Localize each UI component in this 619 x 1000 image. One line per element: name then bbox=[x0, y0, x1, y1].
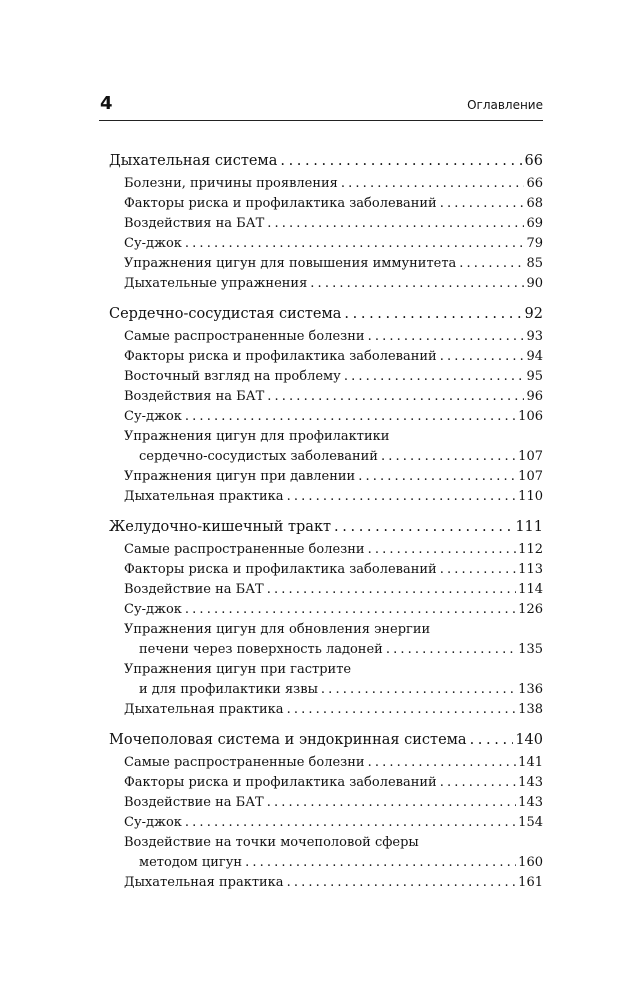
toc-entry-continuation bbox=[124, 680, 543, 700]
toc-leader-dots bbox=[459, 254, 524, 274]
toc-entry-text: Самые распространенные болезни bbox=[124, 755, 365, 770]
toc-page-number: 161 bbox=[518, 875, 543, 890]
toc-entry[interactable] bbox=[109, 214, 543, 234]
toc-entry[interactable] bbox=[109, 873, 543, 893]
toc-leader-dots bbox=[344, 367, 525, 387]
toc-leader-dots bbox=[287, 700, 517, 720]
toc-leader-dots bbox=[310, 274, 524, 294]
toc-entry[interactable] bbox=[109, 660, 543, 700]
toc-entry-text: Факторы риска и профилактика заболеваний bbox=[124, 562, 437, 577]
toc-leader-dots bbox=[381, 447, 516, 467]
toc-page-number: 136 bbox=[518, 682, 543, 697]
toc-entry[interactable] bbox=[109, 327, 543, 347]
toc-entry[interactable] bbox=[109, 793, 543, 813]
toc-leader-dots bbox=[368, 327, 525, 347]
toc-section bbox=[109, 727, 543, 893]
toc-entry-text: Самые распространенные болезни bbox=[124, 542, 365, 557]
toc-title-text: Желудочно-кишечный тракт bbox=[109, 519, 332, 535]
toc-entry-text: сердечно-сосудистых заболеваний bbox=[139, 449, 378, 464]
toc-leader-dots bbox=[185, 600, 516, 620]
toc-entry-continuation bbox=[124, 853, 543, 873]
toc-page-number: 94 bbox=[526, 349, 543, 364]
toc-page-number: 143 bbox=[518, 795, 543, 810]
toc-entry[interactable] bbox=[109, 234, 543, 254]
toc-entry-text: Упражнения цигун для повышения иммунитета bbox=[124, 256, 457, 271]
toc-entry[interactable] bbox=[109, 467, 543, 487]
toc-leader-dots bbox=[368, 540, 517, 560]
toc-entry-text: Су-джок bbox=[124, 236, 182, 251]
toc-entry-text: Су-джок bbox=[124, 602, 182, 617]
toc-entry[interactable] bbox=[109, 773, 543, 793]
toc-leader-dots bbox=[287, 487, 517, 507]
toc-section bbox=[109, 148, 543, 294]
toc-page-number: 95 bbox=[526, 369, 543, 384]
toc-leader-dots bbox=[368, 753, 517, 773]
toc-leader-dots bbox=[267, 793, 516, 813]
toc-leader-dots bbox=[344, 301, 522, 327]
toc-page-number: 66 bbox=[526, 176, 543, 191]
toc-entry[interactable] bbox=[109, 194, 543, 214]
toc-entry-text: Факторы риска и профилактика заболеваний bbox=[124, 196, 437, 211]
toc-entry[interactable] bbox=[109, 700, 543, 720]
toc-page-number: 154 bbox=[518, 815, 543, 830]
toc-leader-dots bbox=[245, 853, 516, 873]
toc-entry-text: Воздействие на точки мочеполовой сферы bbox=[124, 835, 419, 850]
toc-page-number: 138 bbox=[518, 702, 543, 717]
toc-page-number: 92 bbox=[524, 306, 543, 322]
toc-leader-dots bbox=[440, 560, 516, 580]
toc-entry-text: Восточный взгляд на проблему bbox=[124, 369, 341, 384]
toc-page-number: 96 bbox=[526, 389, 543, 404]
toc-section-title[interactable] bbox=[109, 301, 543, 327]
toc-page-number: 90 bbox=[526, 276, 543, 291]
toc-leader-dots bbox=[334, 514, 513, 540]
toc-entry-text: Упражнения цигун при давлении bbox=[124, 469, 356, 484]
toc-page-number: 107 bbox=[518, 469, 543, 484]
toc-leader-dots bbox=[440, 347, 525, 367]
toc-section-title[interactable] bbox=[109, 148, 543, 174]
toc-entry[interactable] bbox=[109, 367, 543, 387]
toc-page-number: 69 bbox=[526, 216, 543, 231]
toc-page-number: 93 bbox=[526, 329, 543, 344]
toc-section-title[interactable] bbox=[109, 727, 543, 753]
toc-entry[interactable] bbox=[109, 813, 543, 833]
toc-entry-text: Воздействие на БАТ bbox=[124, 795, 264, 810]
toc-page-number: 85 bbox=[526, 256, 543, 271]
toc-entry-text: Воздействия на БАТ bbox=[124, 216, 265, 231]
toc-entry-text: Факторы риска и профилактика заболеваний bbox=[124, 349, 437, 364]
toc-leader-dots bbox=[470, 727, 514, 753]
toc-entry-text: Дыхательная практика bbox=[124, 875, 284, 890]
toc-leader-dots bbox=[321, 680, 516, 700]
toc-leader-dots bbox=[185, 407, 516, 427]
toc-entry-text: и для профилактики язвы bbox=[139, 682, 318, 697]
toc-entry[interactable] bbox=[109, 427, 543, 467]
toc-page-number: 66 bbox=[524, 153, 543, 169]
toc-page-number: 143 bbox=[518, 775, 543, 790]
toc-entry[interactable] bbox=[109, 620, 543, 660]
toc-leader-dots bbox=[341, 174, 525, 194]
page-number: 4 bbox=[100, 93, 113, 114]
toc-page-number: 79 bbox=[526, 236, 543, 251]
toc-entry-text: Дыхательная практика bbox=[124, 489, 284, 504]
toc-entry-text: Самые распространенные болезни bbox=[124, 329, 365, 344]
toc-page-number: 107 bbox=[518, 449, 543, 464]
toc-leader-dots bbox=[185, 234, 525, 254]
toc-page-number: 106 bbox=[518, 409, 543, 424]
toc-entry[interactable] bbox=[109, 753, 543, 773]
toc-entry[interactable] bbox=[109, 540, 543, 560]
toc-entry-text: Болезни, причины проявления bbox=[124, 176, 338, 191]
toc-page-number: 112 bbox=[518, 542, 543, 557]
toc-entry[interactable] bbox=[109, 254, 543, 274]
toc-leader-dots bbox=[440, 773, 516, 793]
toc-entry-text: Упражнения цигун для обновления энергии bbox=[124, 622, 431, 637]
toc-leader-dots bbox=[440, 194, 525, 214]
toc-leader-dots bbox=[267, 580, 516, 600]
toc-entry-text: Дыхательные упражнения bbox=[124, 276, 308, 291]
toc-entry-text: Воздействия на БАТ bbox=[124, 389, 265, 404]
toc-entry[interactable] bbox=[109, 274, 543, 294]
toc-section-title[interactable] bbox=[109, 514, 543, 540]
toc-leader-dots bbox=[280, 148, 522, 174]
toc-page-number: 110 bbox=[518, 489, 543, 504]
toc-title-text: Дыхательная система bbox=[109, 153, 278, 169]
toc-entry[interactable] bbox=[109, 600, 543, 620]
toc-entry-text: Су-джок bbox=[124, 815, 182, 830]
toc-entry[interactable] bbox=[109, 387, 543, 407]
toc-entry[interactable] bbox=[109, 347, 543, 367]
toc-page-number: 160 bbox=[518, 855, 543, 870]
toc-page-number: 113 bbox=[518, 562, 543, 577]
page-header bbox=[99, 92, 543, 121]
toc-leader-dots bbox=[287, 873, 517, 893]
running-title: Оглавление bbox=[467, 98, 543, 112]
toc-entry-continuation bbox=[124, 640, 543, 660]
toc-entry-continuation bbox=[124, 447, 543, 467]
toc-entry-text: Упражнения цигун при гастрите bbox=[124, 662, 352, 677]
toc-leader-dots bbox=[358, 467, 516, 487]
toc-title-text: Сердечно-сосудистая система bbox=[109, 306, 342, 322]
toc-entry-text: Воздействие на БАТ bbox=[124, 582, 264, 597]
toc-entry-text: печени через поверхность ладоней bbox=[139, 642, 383, 657]
toc-entry-text: Упражнения цигун для профилактики bbox=[124, 429, 390, 444]
toc-page-number: 111 bbox=[515, 519, 543, 535]
toc-entry-text: Дыхательная практика bbox=[124, 702, 284, 717]
toc-leader-dots bbox=[267, 214, 524, 234]
toc-entry-text: методом цигун bbox=[139, 855, 243, 870]
toc-page-number: 68 bbox=[526, 196, 543, 211]
toc-section bbox=[109, 514, 543, 720]
toc-leader-dots bbox=[386, 640, 516, 660]
toc-entry[interactable] bbox=[109, 580, 543, 600]
toc-page-number: 141 bbox=[518, 755, 543, 770]
toc-entry[interactable] bbox=[109, 833, 543, 873]
toc-title-text: Мочеполовая система и эндокринная система bbox=[109, 732, 467, 748]
toc-entry[interactable] bbox=[109, 407, 543, 427]
toc-entry[interactable] bbox=[109, 487, 543, 507]
toc-entry[interactable] bbox=[109, 174, 543, 194]
toc-entry-text: Су-джок bbox=[124, 409, 182, 424]
toc-entry[interactable] bbox=[109, 560, 543, 580]
toc-page-number: 135 bbox=[518, 642, 543, 657]
toc-page-number: 140 bbox=[515, 732, 543, 748]
toc-page-number: 126 bbox=[518, 602, 543, 617]
toc-entry-text: Факторы риска и профилактика заболеваний bbox=[124, 775, 437, 790]
toc-section bbox=[109, 301, 543, 507]
toc-leader-dots bbox=[185, 813, 516, 833]
table-of-contents bbox=[109, 148, 543, 893]
toc-leader-dots bbox=[267, 387, 524, 407]
toc-page-number: 114 bbox=[518, 582, 543, 597]
